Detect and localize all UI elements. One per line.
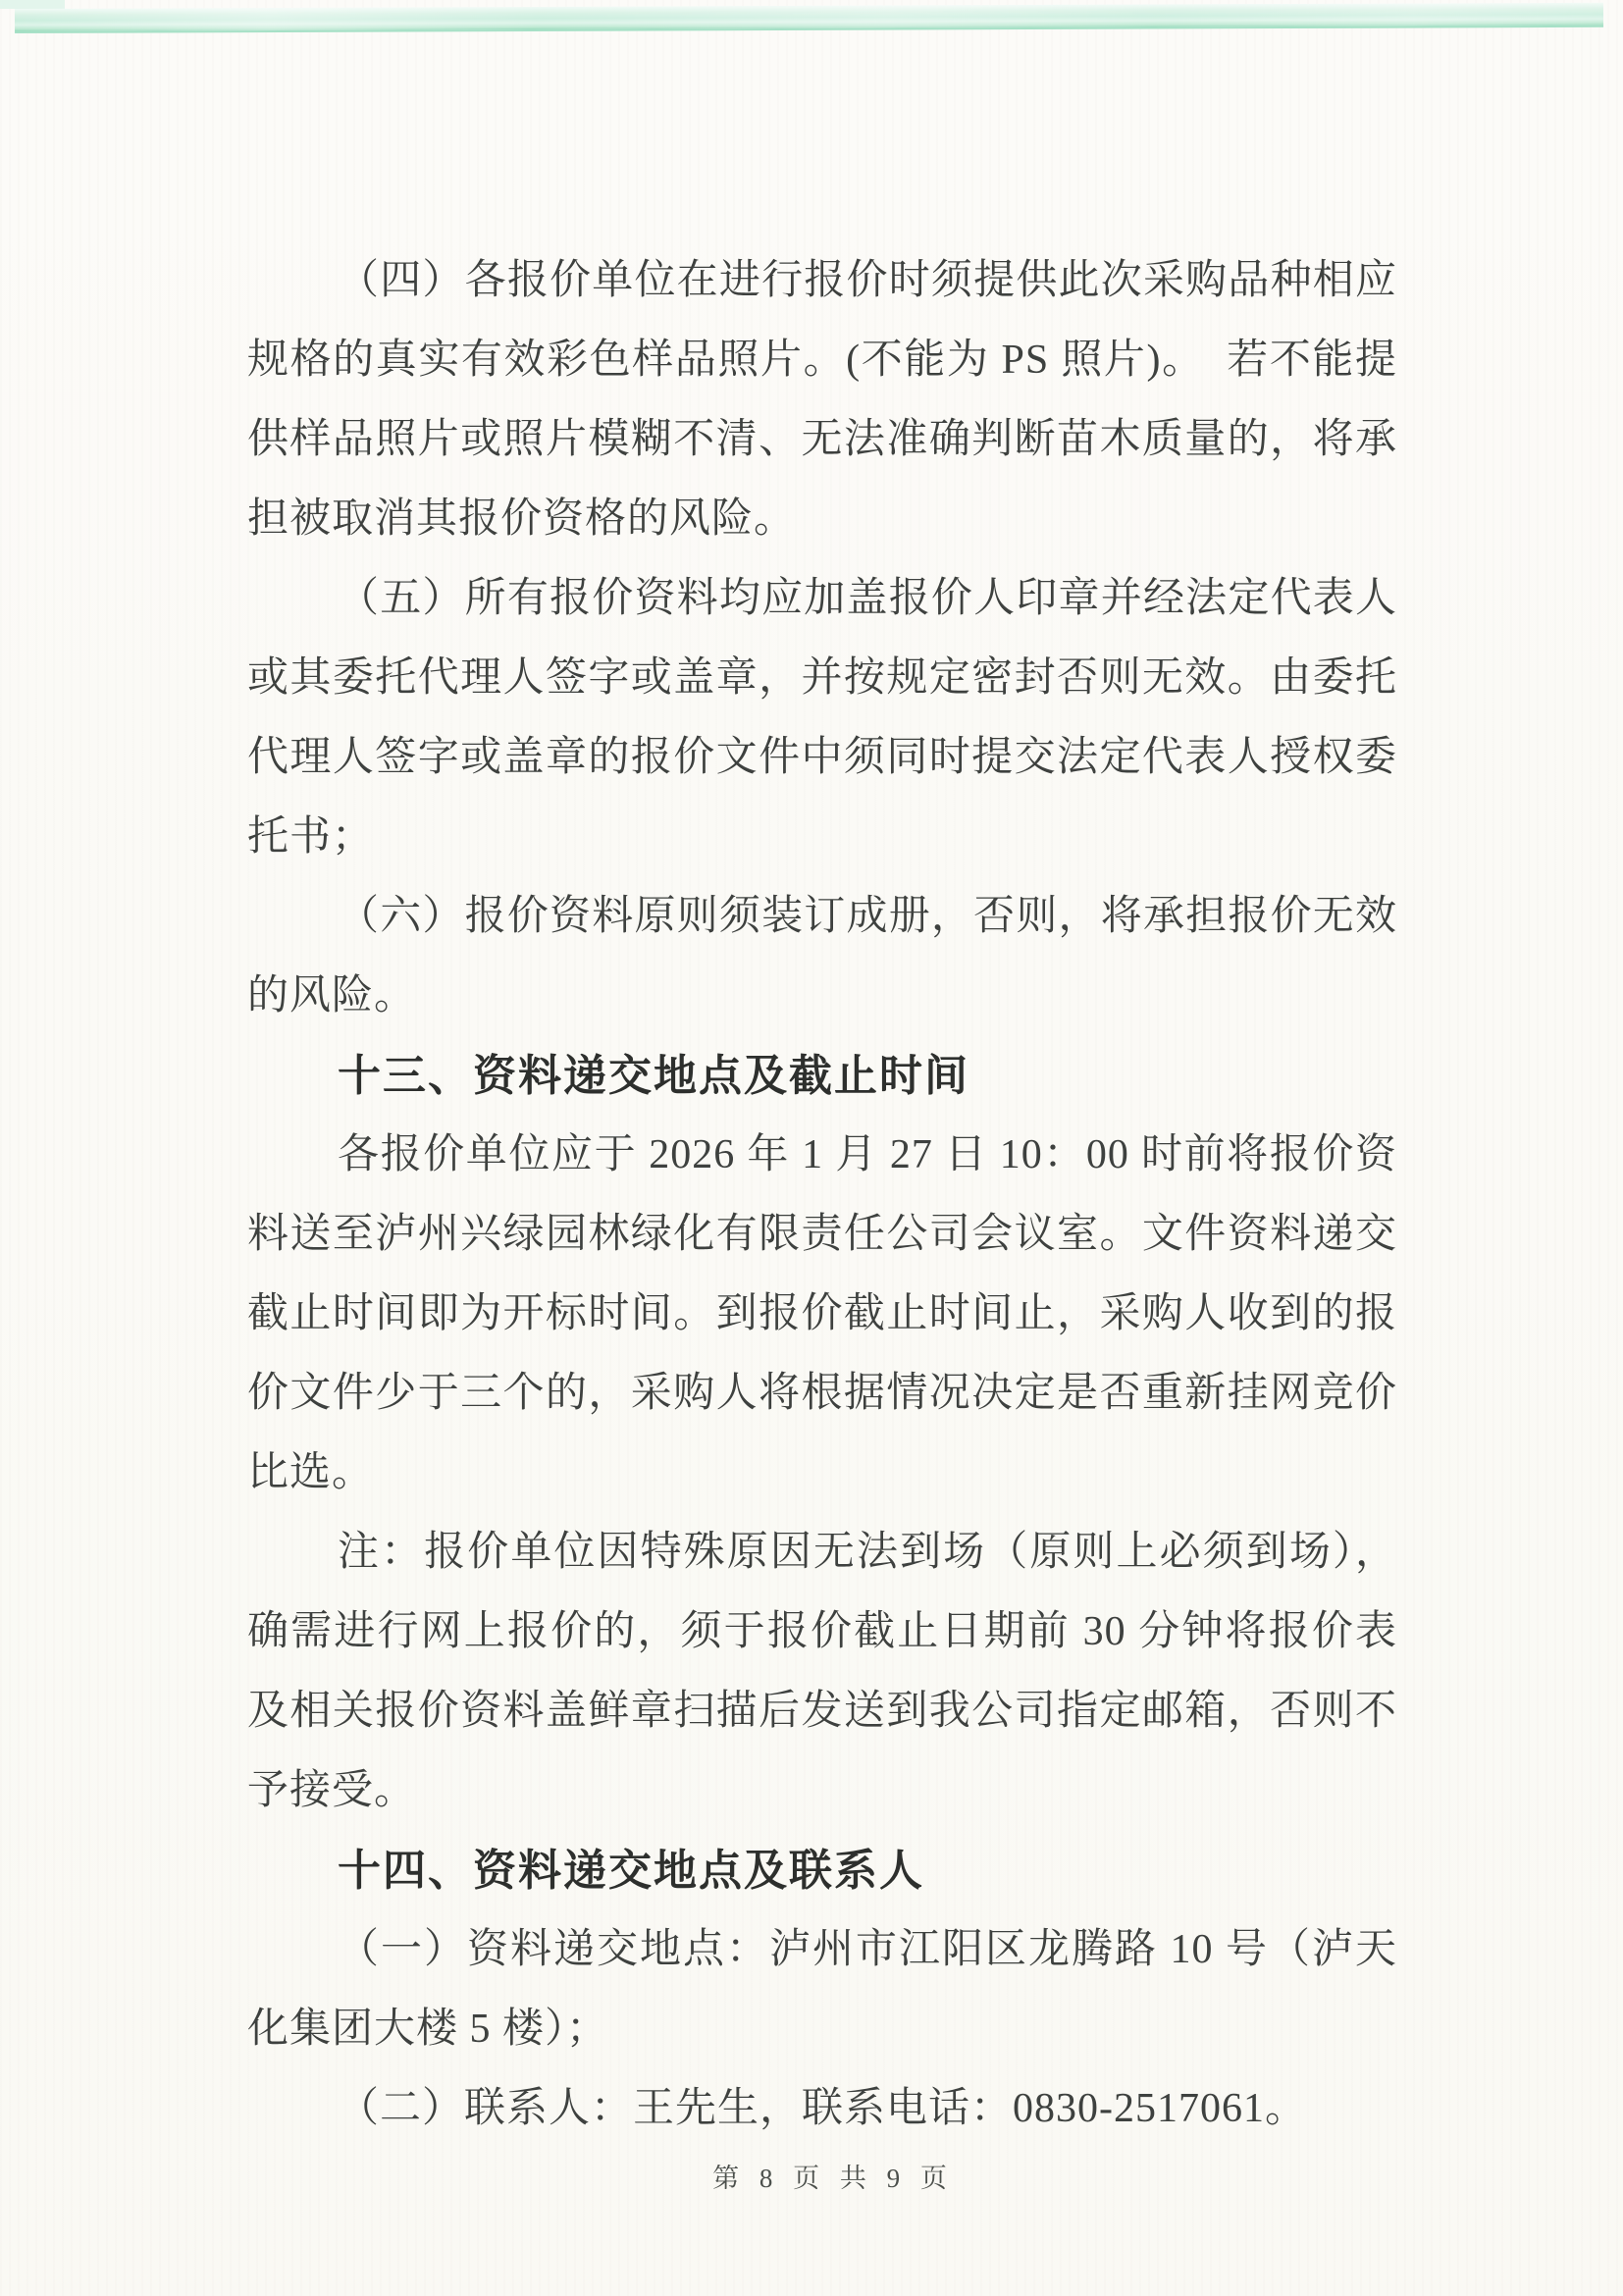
paragraph: （一）资料递交地点：泸州市江阳区龙腾路 10 号（泸天化集团大楼 5 楼）； xyxy=(247,1927,1397,2052)
page-footer xyxy=(0,2157,1623,2195)
scan-edge-strip xyxy=(15,3,1603,33)
document-content xyxy=(247,241,1397,2149)
section-heading: 十四、资料递交地点及联系人 xyxy=(338,1847,924,1895)
page-number: 第 8 页 共 9 页 xyxy=(712,2164,954,2193)
scan-corner-artifact xyxy=(0,0,65,9)
paragraph: （四）各报价单位在进行报价时须提供此次采购品种相应规格的真实有效彩色样品照片。(不能为 PS 照片)。 若不能提供样品照片或照片模糊不清、无法准确判断苗木质量的，将承担被取消其报价资格的风险。 xyxy=(247,258,1397,542)
paragraph: （五）所有报价资料均应加盖报价人印章并经法定代表人或其委托代理人签字或盖章，并按规定密封否则无效。由委托代理人签字或盖章的报价文件中须同时提交法定代表人授权委托书； xyxy=(247,576,1397,860)
paragraph: 注：报价单位因特殊原因无法到场（原则上必须到场），确需进行网上报价的，须于报价截止日期前 30 分钟将报价表及相关报价资料盖鲜章扫描后发送到我公司指定邮箱，否则不予接受。 xyxy=(247,1530,1397,1813)
paragraph: （二）联系人：王先生，联系电话：0830-2517061。 xyxy=(338,2086,1307,2131)
paragraph: 各报价单位应于 2026 年 1 月 27 日 10：00 时前将报价资料送至泸州兴绿园林绿化有限责任公司会议室。文件资料递交截止时间即为开标时间。到报价截止时间止，采购人收到的报价文件少于三个的，采购人将根据情况决定是否重新挂网竞价比选。 xyxy=(247,1132,1397,1495)
section-heading: 十三、资料递交地点及截止时间 xyxy=(338,1052,969,1100)
paragraph: （六）报价资料原则须装订成册，否则，将承担报价无效的风险。 xyxy=(247,894,1397,1018)
